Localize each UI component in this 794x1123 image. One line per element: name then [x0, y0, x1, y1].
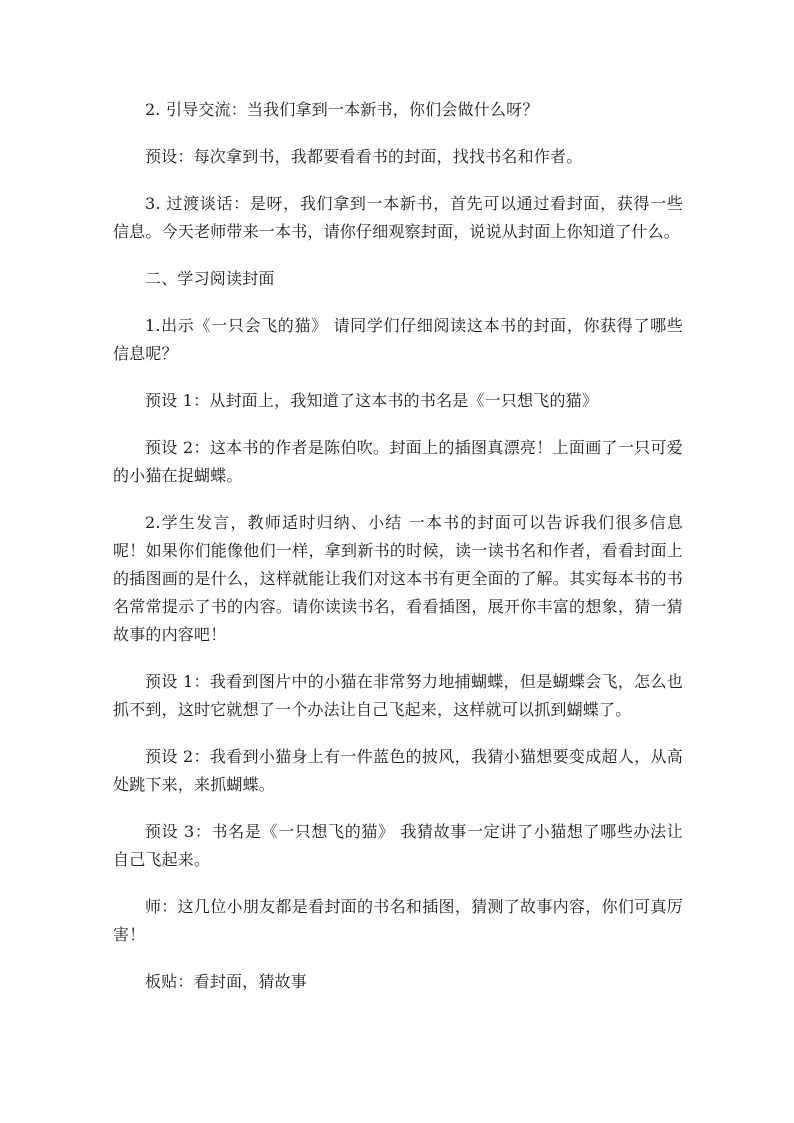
paragraph-student-speech: 2.学生发言，教师适时归纳、小结 一本书的封面可以告诉我们很多信息呢！如果你们能像他们一样，拿到新书的时候，读一读书名和作者，看看封面上的插图画的是什么，这样就能让我们对这本书有更全面的了解。其实每本书的书名常常提示了书的内容。请你读读书名，看看插图，展开你丰富的想象，猜一猜故事的内容吧！	[113, 513, 683, 644]
paragraph-guess-preset-1: 预设 1：我看到图片中的小猫在非常努力地捕蝴蝶，但是蝴蝶会飞，怎么也抓不到，这时它就想了一个办法让自己飞起来，这样就可以抓到蝴蝶了。	[113, 672, 683, 719]
paragraph-transition: 3. 过渡谈话：是呀，我们拿到一本新书，首先可以通过看封面，获得一些信息。今天老师带来一本书，请你仔细观察封面，说说从封面上你知道了什么。	[113, 194, 683, 241]
paragraph-show-book: 1.出示《一只会飞的猫》 请同学们仔细阅读这本书的封面，你获得了哪些信息呢？	[113, 316, 683, 363]
paragraph-preset-1: 预设 1：从封面上，我知道了这本书的书名是《一只想飞的猫》	[145, 391, 599, 410]
document-page	[113, 96, 683, 996]
paragraph-teacher-comment: 师：这几位小朋友都是看封面的书名和插图，猜测了故事内容，你们可真厉害！	[113, 897, 683, 944]
section-heading: 二、学习阅读封面	[145, 269, 275, 288]
paragraph-preset-2: 预设 2：这本书的作者是陈伯吹。封面上的插图真漂亮！上面画了一只可爱的小猫在捉蝴蝶。	[113, 438, 683, 485]
paragraph-guess-preset-2: 预设 2：我看到小猫身上有一件蓝色的披风，我猜小猫想要变成超人，从高处跳下来，来抓蝴蝶。	[113, 747, 683, 794]
paragraph-preset: 预设：每次拿到书，我都要看看书的封面，找找书名和作者。	[145, 147, 583, 166]
paragraph-guess-preset-3: 预设 3：书名是《一只想飞的猫》 我猜故事一定讲了小猫想了哪些办法让自己飞起来。	[113, 822, 683, 869]
paragraph-board-note: 板贴：看封面，猜故事	[145, 972, 308, 991]
paragraph-guide-discussion: 2. 引导交流：当我们拿到一本新书，你们会做什么呀？	[145, 100, 539, 119]
